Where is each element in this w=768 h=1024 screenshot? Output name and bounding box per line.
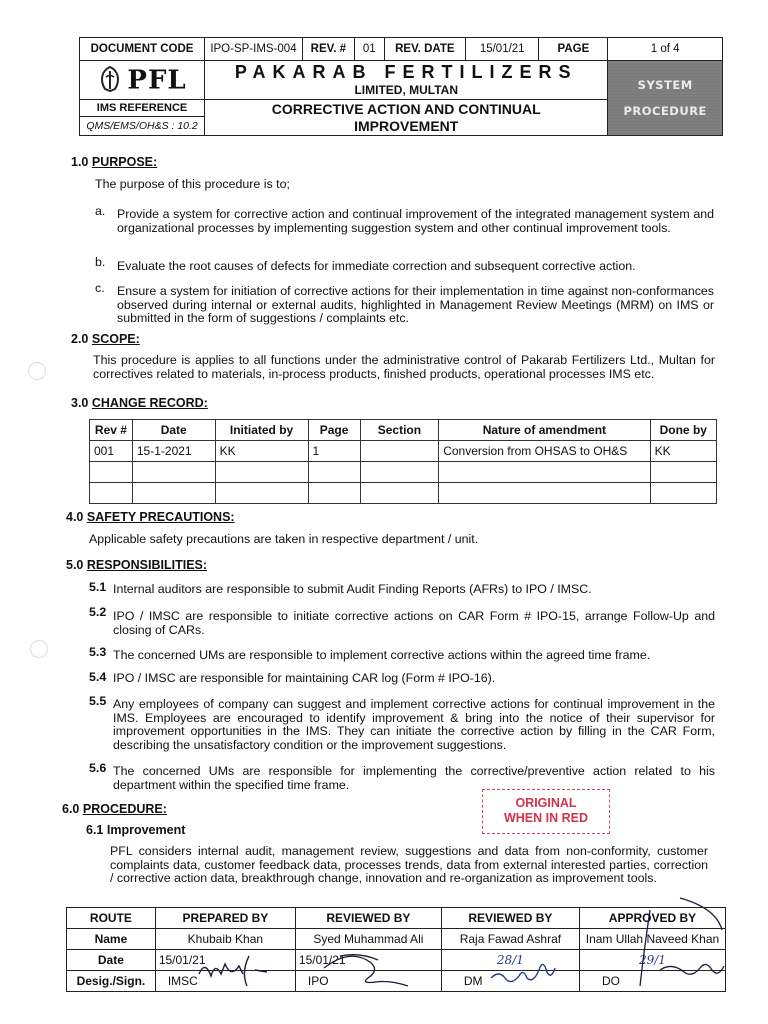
- reviewed-date: 15/01/21: [295, 950, 441, 971]
- list-label: 5.2: [89, 605, 107, 619]
- rev-date-label: REV. DATE: [384, 38, 465, 61]
- page-label: PAGE: [539, 38, 608, 61]
- table-cell: [439, 462, 650, 483]
- prepared-by-name: Khubaib Khan: [155, 929, 295, 950]
- approved-designation: DO: [579, 971, 725, 992]
- subsection-title: Improvement: [106, 823, 186, 837]
- row-label: Desig./Sign.: [67, 971, 156, 992]
- column-header: PREPARED BY: [155, 908, 295, 929]
- table-cell: [132, 483, 215, 504]
- list-label: 5.1: [89, 580, 107, 594]
- table-cell: [439, 483, 650, 504]
- ims-reference-value: QMS/EMS/OH&S : 10.2: [80, 117, 205, 136]
- list-label: 5.4: [89, 670, 107, 684]
- reviewed-by-name-2: Raja Fawad Ashraf: [441, 929, 579, 950]
- reviewed-designation: IPO: [295, 971, 441, 992]
- table-cell: [360, 462, 439, 483]
- table-cell: Conversion from OHSAS to OH&S: [439, 441, 650, 462]
- column-header: Initiated by: [215, 420, 308, 441]
- approved-by-name: Inam Ullah Naveed Khan: [579, 929, 725, 950]
- page-value: 1 of 4: [608, 38, 723, 61]
- document-header: [79, 37, 723, 136]
- column-header: REVIEWED BY: [295, 908, 441, 929]
- section-number: 4.0: [66, 510, 84, 524]
- column-header: Date: [132, 420, 215, 441]
- list-label: c.: [95, 281, 105, 295]
- column-header: ROUTE: [67, 908, 156, 929]
- section-responsibilities-heading: [66, 558, 207, 572]
- section-change-record-heading: [71, 396, 208, 410]
- system-procedure-badge: [608, 61, 723, 136]
- rev-value: 01: [354, 38, 384, 61]
- table-row: [90, 483, 717, 504]
- logo-icon: [97, 65, 123, 96]
- logo-text: PFL: [127, 65, 187, 95]
- original-when-in-red-stamp: [482, 789, 610, 834]
- reviewed-by-name: Syed Muhammad Ali: [295, 929, 441, 950]
- table-cell: [650, 483, 716, 504]
- list-item: Provide a system for corrective action and continual improvement of the integrated management system and organizational processes by implementing suggestion system and other continual improvement tools.: [117, 207, 714, 235]
- section-title: PROCEDURE:: [82, 802, 167, 816]
- rev-date-value: 15/01/21: [465, 38, 539, 61]
- section-number: 6.0: [62, 802, 80, 816]
- purpose-intro: The purpose of this procedure is to;: [95, 177, 290, 191]
- table-cell: [90, 462, 133, 483]
- table-cell: [650, 462, 716, 483]
- section-number: 3.0: [71, 396, 89, 410]
- column-header: Section: [360, 420, 439, 441]
- table-cell: [360, 483, 439, 504]
- badge-line-1: SYSTEM: [637, 78, 693, 92]
- list-item: Any employees of company can suggest and implement corrective actions for continual improvement in the IMS. Employees are encouraged to identify improvement & bring into the notice of their supervisor for improvement opportunities in the IMS. They can initiate the corrective action by filling in the CAR Form, describing the unsatisfactory condition or the improvement suggestions.: [113, 697, 715, 752]
- column-header: REVIEWED BY: [441, 908, 579, 929]
- column-header: Nature of amendment: [439, 420, 650, 441]
- table-row: [90, 462, 717, 483]
- table-cell: KK: [650, 441, 716, 462]
- list-item: The concerned UMs are responsible to implement corrective actions within the agreed time frame.: [113, 648, 651, 662]
- title-line-1: CORRECTIVE ACTION AND CONTINUAL: [271, 100, 541, 117]
- subsection-number: 6.1: [86, 823, 104, 837]
- table-cell: [308, 462, 360, 483]
- column-header: Page: [308, 420, 360, 441]
- document-title: [205, 100, 608, 136]
- list-label: a.: [95, 204, 106, 218]
- punch-hole: [30, 640, 48, 658]
- scope-text: This procedure is applies to all functions under the administrative control of Pakarab Fertilizers Ltd., Multan for correctives related to materials, in-process products, finished products, operational processes IMS etc.: [93, 353, 715, 381]
- list-item: Ensure a system for initiation of corrective actions for their implementation in time against non-conformances observed during internal or external audits, highlighted in Management Review Meetings (MRM) on IMS or submitted in the form of suggestions / complaints etc.: [117, 284, 714, 325]
- section-safety-heading: [66, 510, 235, 524]
- signature-prepared: [195, 950, 275, 990]
- table-cell: [132, 462, 215, 483]
- company-logo: [80, 61, 205, 100]
- subsection-improvement-heading: [86, 823, 185, 837]
- list-item: IPO / IMSC are responsible to initiate corrective actions on CAR Form # IPO-15, arrange Follow-Up and closing of CARs.: [113, 609, 715, 637]
- list-item: IPO / IMSC are responsible for maintaining CAR log (Form # IPO-16).: [113, 671, 496, 685]
- table-cell: 15-1-2021: [132, 441, 215, 462]
- column-header: APPROVED BY: [579, 908, 725, 929]
- table-cell: [90, 483, 133, 504]
- list-item: Evaluate the root causes of defects for immediate correction and subsequent corrective action.: [117, 259, 636, 273]
- list-item: Internal auditors are responsible to submit Audit Finding Reports (AFRs) to IPO / IMSC.: [113, 582, 592, 596]
- reviewed-designation-2: DM: [441, 971, 579, 992]
- table-cell: [308, 483, 360, 504]
- row-label: Name: [67, 929, 156, 950]
- stamp-line-2: WHEN IN RED: [503, 811, 589, 825]
- section-number: 2.0: [71, 332, 89, 346]
- signature-reviewed-2: [485, 950, 560, 990]
- table-row: [90, 441, 717, 462]
- doc-code-label: DOCUMENT CODE: [80, 38, 205, 61]
- title-line-2: IMPROVEMENT: [354, 117, 459, 134]
- section-procedure-heading: [62, 802, 167, 816]
- row-label: Date: [67, 950, 156, 971]
- approved-date: 29/1: [579, 950, 725, 971]
- rev-label: REV. #: [302, 38, 354, 61]
- signature-reviewed: [320, 938, 415, 993]
- list-label: 5.5: [89, 694, 107, 708]
- table-cell: KK: [215, 441, 308, 462]
- section-title: PURPOSE:: [91, 155, 158, 169]
- table-cell: [215, 462, 308, 483]
- list-label: b.: [95, 255, 106, 269]
- company-name: PAKARAB FERTILIZERS: [234, 62, 578, 82]
- table-cell: [360, 441, 439, 462]
- section-title: SAFETY PRECAUTIONS:: [86, 510, 235, 524]
- table-cell: [215, 483, 308, 504]
- section-title: CHANGE RECORD:: [91, 396, 208, 410]
- list-item: The concerned UMs are responsible for implementing the corrective/preventive action related to his department within the specified time frame.: [113, 764, 715, 792]
- reviewed-date-2: 28/1: [441, 950, 579, 971]
- section-title: SCOPE:: [91, 332, 140, 346]
- column-header: Done by: [650, 420, 716, 441]
- ims-reference-label: IMS REFERENCE: [80, 100, 205, 117]
- punch-hole: [28, 362, 46, 380]
- prepared-date: 15/01/21: [155, 950, 295, 971]
- table-cell: 1: [308, 441, 360, 462]
- change-record-table: [89, 419, 717, 504]
- stamp-line-1: ORIGINAL: [515, 796, 577, 810]
- table-cell: 001: [90, 441, 133, 462]
- list-label: 5.6: [89, 761, 107, 775]
- company-location: LIMITED, MULTAN: [354, 83, 458, 97]
- section-number: 1.0: [71, 155, 89, 169]
- badge-line-2: PROCEDURE: [623, 104, 707, 118]
- column-header: Rev #: [90, 420, 133, 441]
- signature-approved: [620, 890, 730, 1000]
- prepared-designation: IMSC: [155, 971, 295, 992]
- section-number: 5.0: [66, 558, 84, 572]
- section-title: RESPONSIBILITIES:: [86, 558, 208, 572]
- section-purpose-heading: [71, 155, 157, 169]
- list-label: 5.3: [89, 645, 107, 659]
- doc-code-value: IPO-SP-IMS-004: [205, 38, 303, 61]
- procedure-improvement-text: PFL considers internal audit, management review, suggestions and data from non-conformity, customer complaints data, customer feedback data, processes trends, data from external interested parties, correction / corrective action data, breakthrough change, innovation and re-organization as improvement tools.: [110, 844, 708, 885]
- safety-text: Applicable safety precautions are taken in respective department / unit.: [89, 532, 479, 546]
- section-scope-heading: [71, 332, 140, 346]
